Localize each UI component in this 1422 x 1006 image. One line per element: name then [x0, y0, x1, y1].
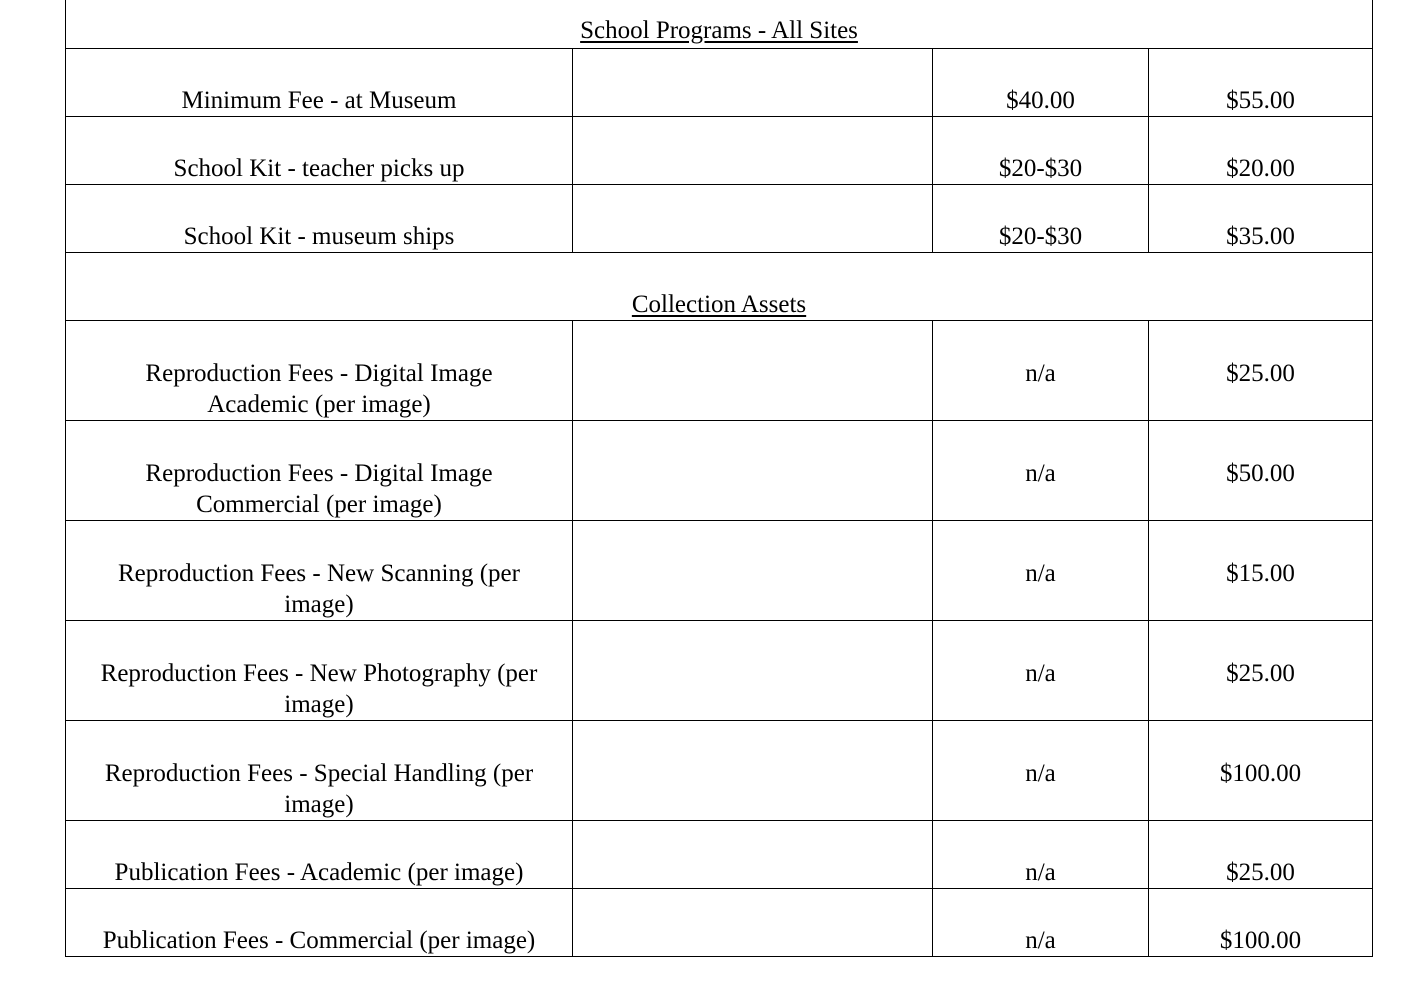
empty-cell [573, 184, 933, 252]
table-row [66, 48, 1373, 116]
table-row [66, 320, 1373, 420]
empty-cell [573, 720, 933, 820]
table-row [66, 720, 1373, 820]
table-row [66, 620, 1373, 720]
table-row [66, 116, 1373, 184]
fee-label: Reproduction Fees - Digital Image Commercial (per image) [66, 420, 573, 520]
empty-cell [573, 48, 933, 116]
table-row [66, 820, 1373, 888]
fee-value: n/a [933, 820, 1149, 888]
fee-label: Reproduction Fees - Special Handling (per image) [66, 720, 573, 820]
fee-schedule-table [65, 0, 1373, 957]
section-title-cell [66, 252, 1373, 320]
table-row [66, 520, 1373, 620]
fee-value: n/a [933, 320, 1149, 420]
section-title: Collection Assets [631, 290, 807, 318]
empty-cell [573, 420, 933, 520]
fee-value: $100.00 [1149, 720, 1373, 820]
fee-value: $20-$30 [933, 116, 1149, 184]
fee-value: n/a [933, 520, 1149, 620]
fee-label: Reproduction Fees - Digital Image Academic (per image) [66, 320, 573, 420]
fee-value: n/a [933, 720, 1149, 820]
fee-value: $55.00 [1149, 48, 1373, 116]
fee-value: n/a [933, 420, 1149, 520]
empty-cell [573, 888, 933, 956]
fee-label: School Kit - museum ships [66, 184, 573, 252]
fee-label: Publication Fees - Academic (per image) [66, 820, 573, 888]
empty-cell [573, 820, 933, 888]
empty-cell [573, 620, 933, 720]
fee-value: n/a [933, 620, 1149, 720]
section-title: School Programs - All Sites [580, 16, 858, 44]
table-row [66, 420, 1373, 520]
fee-label: Reproduction Fees - New Scanning (per image) [66, 520, 573, 620]
table-row [66, 888, 1373, 956]
fee-value: $25.00 [1149, 320, 1373, 420]
fee-value: n/a [933, 888, 1149, 956]
fee-label: Minimum Fee - at Museum [66, 48, 573, 116]
fee-label: School Kit - teacher picks up [66, 116, 573, 184]
empty-cell [573, 520, 933, 620]
fee-value: $50.00 [1149, 420, 1373, 520]
empty-cell [573, 320, 933, 420]
fee-label: Publication Fees - Commercial (per image) [66, 888, 573, 956]
fee-value: $15.00 [1149, 520, 1373, 620]
fee-label: Reproduction Fees - New Photography (per image) [66, 620, 573, 720]
fee-value: $25.00 [1149, 620, 1373, 720]
fee-value: $20.00 [1149, 116, 1373, 184]
fee-value: $100.00 [1149, 888, 1373, 956]
fee-value: $20-$30 [933, 184, 1149, 252]
empty-cell [573, 116, 933, 184]
fee-value: $35.00 [1149, 184, 1373, 252]
section-header-row [66, 252, 1373, 320]
fee-value: $25.00 [1149, 820, 1373, 888]
fee-value: $40.00 [933, 48, 1149, 116]
section-title-cell [66, 0, 1373, 48]
table-row [66, 184, 1373, 252]
section-header-row [66, 0, 1373, 48]
